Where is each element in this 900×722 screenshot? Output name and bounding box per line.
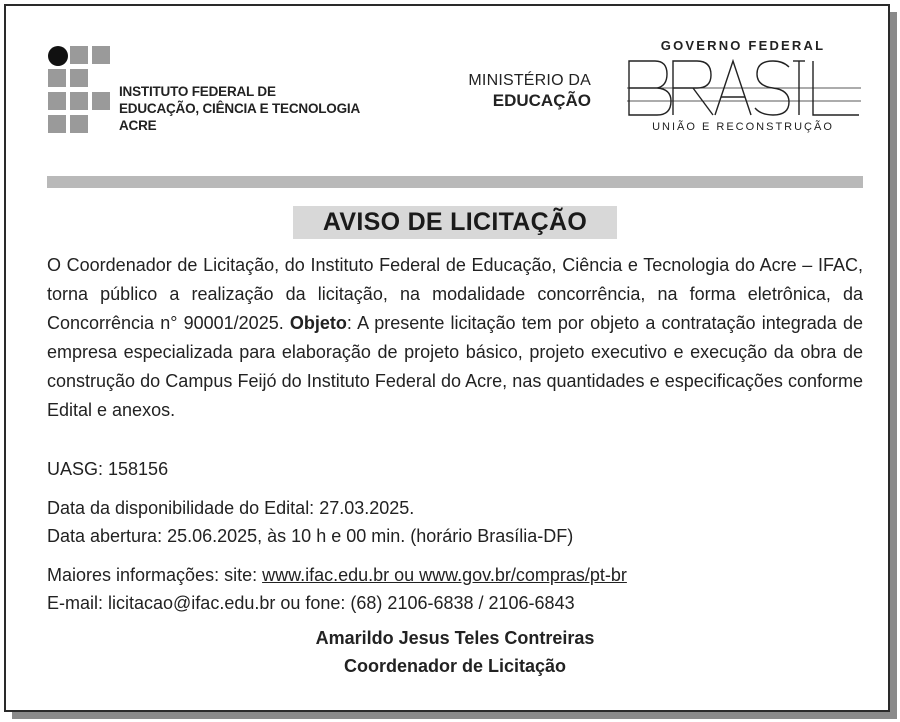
ministry-line-2: EDUCAÇÃO xyxy=(492,91,591,110)
notice-title: AVISO DE LICITAÇÃO xyxy=(322,208,588,236)
if-logo-square xyxy=(70,92,88,110)
institute-line-3: ACRE xyxy=(119,118,157,133)
frame-shadow-right xyxy=(890,12,897,718)
body-part-2: : A presente licitação tem por objeto a contratação integrada de empresa especializada para elaboração de projeto básico, projeto executivo e execução da obra de construção do Campus Feijó do Instituto Federal do Acre, nas quantidades e especificações conforme Edital e anexos. xyxy=(47,313,863,420)
info-line xyxy=(47,565,627,586)
if-logo-dot xyxy=(48,46,68,66)
ministry-line-1: MINISTÉRIO DA xyxy=(468,72,591,89)
edital-date-line: Data da disponibilidade do Edital: 27.03.2025. xyxy=(47,498,415,518)
if-logo-square xyxy=(92,92,110,110)
institute-line-1: INSTITUTO FEDERAL DE xyxy=(119,84,276,99)
if-logo-square xyxy=(48,92,66,110)
governo-federal-logo xyxy=(627,38,859,133)
if-logo-square xyxy=(48,115,66,133)
if-logo-square xyxy=(70,115,88,133)
brasil-wordmark-icon xyxy=(627,59,861,117)
objeto-label: Objeto xyxy=(289,313,347,333)
header-divider xyxy=(47,176,863,188)
info-prefix: Maiores informações: site: xyxy=(47,565,263,585)
if-logo-square xyxy=(48,69,66,87)
signer-role: Coordenador de Licitação xyxy=(343,656,567,676)
body-part-1: O Coordenador de Licitação, do Instituto Federal de Educação, Ciência e Tecnologia do Acre – IFAC, torna público a realização da licitação, na modalidade concorrência, na forma eletrônica, da Concorrência n° 90001/2025. xyxy=(47,255,863,333)
opening-date-line: Data abertura: 25.06.2025, às 10 h e 00 min. (horário Brasília-DF) xyxy=(47,526,574,546)
gov-top-text: GOVERNO FEDERAL xyxy=(660,38,826,53)
title-box xyxy=(293,206,617,239)
if-logo-square xyxy=(70,46,88,64)
gov-bottom-text: UNIÃO E RECONSTRUÇÃO xyxy=(652,121,834,133)
if-logo-square xyxy=(70,69,88,87)
frame-shadow-bottom xyxy=(12,712,897,719)
notice-body xyxy=(47,251,863,425)
email-line: E-mail: licitacao@ifac.edu.br ou fone: (68) 2106-6838 / 2106-6843 xyxy=(47,593,575,613)
institute-line-2: EDUCAÇÃO, CIÊNCIA E TECNOLOGIA xyxy=(119,101,361,116)
institute-name xyxy=(119,83,360,134)
site-links[interactable]: www.ifac.edu.br ou www.gov.br/compras/pt-br xyxy=(262,565,627,585)
uasg-line: UASG: 158156 xyxy=(47,459,169,479)
body-paragraph xyxy=(47,251,863,425)
if-logo-square xyxy=(92,46,110,64)
signer-name: Amarildo Jesus Teles Contreiras xyxy=(315,628,595,648)
ministry-label xyxy=(468,72,591,111)
